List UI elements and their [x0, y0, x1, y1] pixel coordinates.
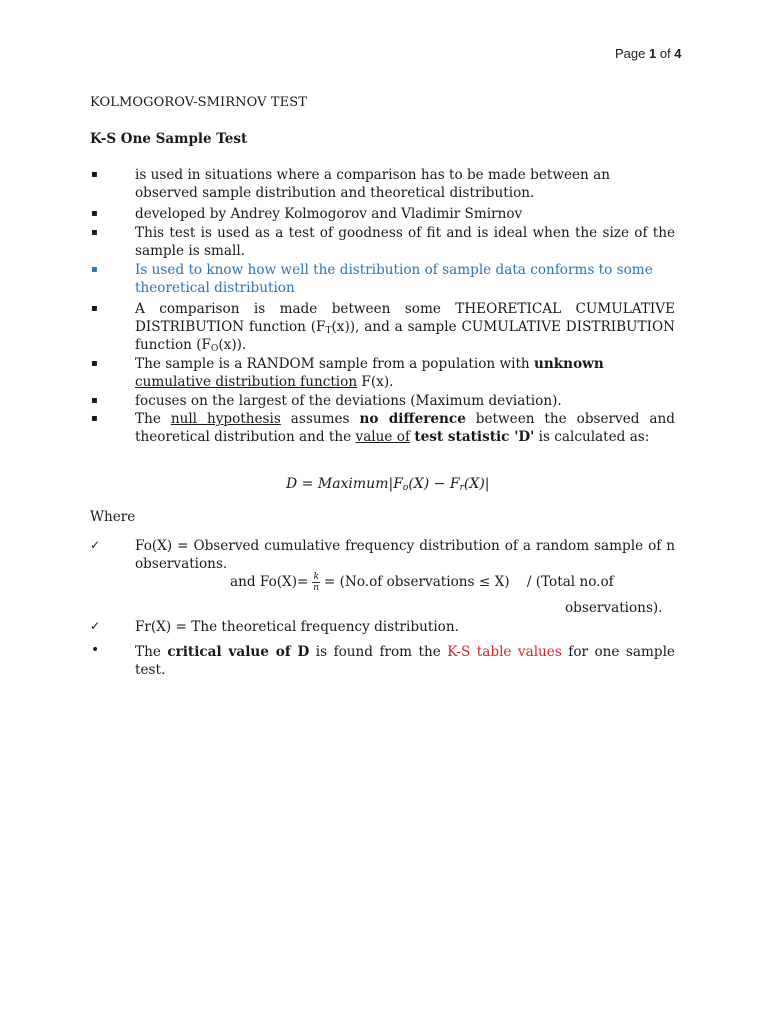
- fraction-k-over-n: $\frac{k}{n}$: [313, 572, 320, 593]
- bullet-marker: •: [91, 642, 100, 658]
- bullet-text: is used in situations where a comparison has to be made between an observed sample distribution and theoretical distribution.: [135, 167, 610, 202]
- bullet-marker: ▪: [91, 413, 98, 424]
- critical-value-note: The critical value of D is found from the K-S table values for one sample test.: [135, 644, 675, 679]
- bullet-text: This test is used as a test of goodness of fit and is ideal when the size of the sample is small.: [135, 225, 675, 260]
- page-number: Page 1 of 4: [615, 46, 682, 61]
- bullet-marker: ▪: [91, 208, 98, 219]
- bullet-text: A comparison is made between some THEORETICAL CUMULATIVE DISTRIBUTION function $(F_T(x))$, and a sample CUMULATIVE DISTRIBUTION function $(F_O(x))$.: [135, 301, 675, 355]
- fo-formula-continuation: observations).: [565, 600, 663, 616]
- bullet-marker: ▪: [91, 227, 98, 238]
- fo-formula: and Fo(X)= $\frac{k}{n}$ = (No.of observations ≤ X) / (Total no.of: [230, 572, 614, 593]
- definition-fo: Fo(X) = Observed cumulative frequency distribution of a random sample of n observations.: [135, 538, 675, 573]
- bullet-text: The null hypothesis assumes no difference between the observed and theoretical distribution and the value of test statistic 'D' is calculated as:: [135, 411, 675, 446]
- where-label: Where: [90, 509, 136, 525]
- definition-fr: Fr(X) = The theoretical frequency distribution.: [135, 619, 459, 635]
- bullet-marker: ▪: [91, 395, 98, 406]
- bullet-text: focuses on the largest of the deviations (Maximum deviation).: [135, 393, 562, 409]
- bullet-marker: ▪: [91, 303, 98, 314]
- bullet-marker: ▪: [91, 264, 98, 275]
- bullet-marker: ▪: [91, 169, 98, 180]
- bullet-text: The sample is a RANDOM sample from a population with unknown cumulative distribution function F(x).: [135, 356, 604, 391]
- bullet-text: developed by Andrey Kolmogorov and Vladimir Smirnov: [135, 206, 523, 222]
- bullet-marker: ▪: [91, 358, 98, 369]
- document-title: KOLMOGOROV-SMIRNOV TEST: [90, 95, 307, 110]
- check-icon: ✓: [90, 619, 101, 633]
- ks-statistic-formula: $D = Maximum|F_o(X) - F_r(X)|$: [286, 476, 490, 493]
- check-icon: ✓: [90, 538, 101, 552]
- bullet-text-highlighted: Is used to know how well the distribution of sample data conforms to some theoretical distribution: [135, 262, 653, 297]
- section-heading: K-S One Sample Test: [90, 131, 248, 147]
